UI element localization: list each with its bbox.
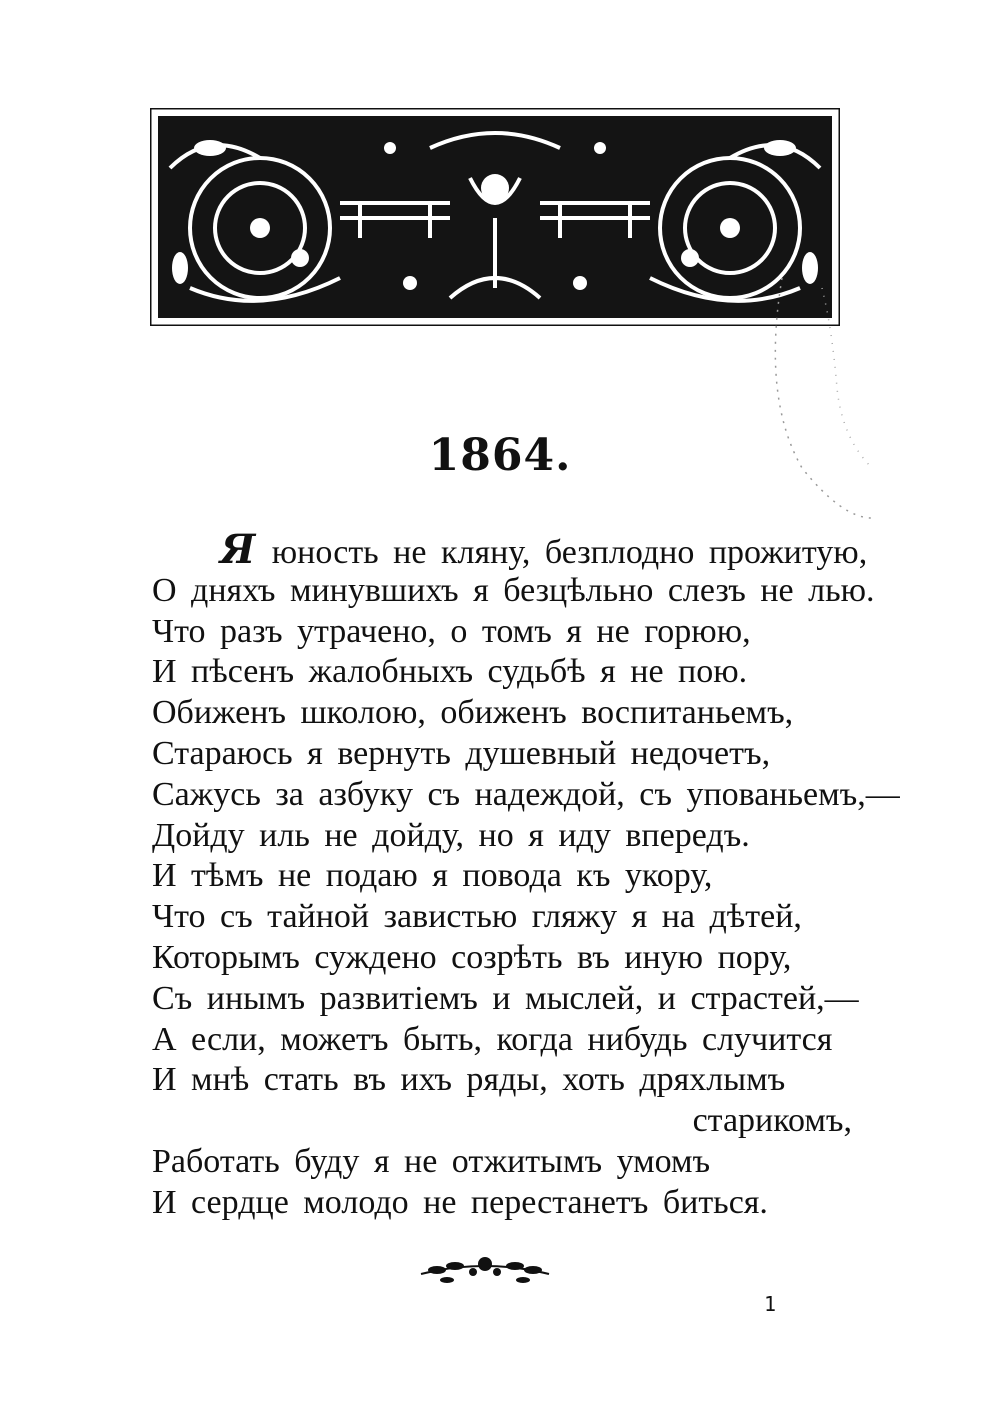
poem-line: Съ инымъ развитіемъ и мыслей, и страстей,— xyxy=(152,979,859,1017)
paper-stain-marks xyxy=(762,268,882,528)
poem-line: Которымъ суждено созрѣть въ иную пору, xyxy=(152,938,792,976)
poem-line: И пѣсенъ жалобныхъ судьбѣ я не пою. xyxy=(152,653,748,691)
poem-line: О дняхъ минувшихъ я безцѣльно слезъ не лью. xyxy=(152,571,875,609)
poem-line-text: юность не кляну, безплодно прожитую, xyxy=(271,534,868,571)
poem-line: Дойду иль не дойду, но я иду впередъ. xyxy=(152,816,750,854)
ornamental-headpiece xyxy=(150,108,840,326)
poem-line: И тѣмъ не подаю я повода къ укору, xyxy=(152,857,713,895)
poem-line: Что съ тайной завистью гляжу я на дѣтей, xyxy=(152,898,802,936)
poem-line-continuation: старикомъ, xyxy=(692,1102,852,1140)
poem xyxy=(152,526,900,1224)
year-heading: 1864. xyxy=(428,430,572,481)
poem-line: Что разъ утрачено, о томъ я не горюю, xyxy=(152,612,751,650)
page-number: 1 xyxy=(764,1292,777,1316)
poem-line: Работать буду я не отжитымъ умомъ xyxy=(152,1142,711,1180)
poem-line: Стараюсь я вернуть душевный недочетъ, xyxy=(152,734,771,772)
poem-line: А если, можетъ быть, когда нибудь случится xyxy=(152,1020,833,1058)
poem-line: Обиженъ школою, обиженъ воспитаньемъ, xyxy=(152,694,794,732)
drop-cap-initial: Я xyxy=(220,526,258,573)
floral-tailpiece xyxy=(417,1252,553,1288)
poem-line xyxy=(152,526,868,573)
poem-line: И сердце молодо не перестанетъ биться. xyxy=(152,1183,768,1221)
poem-line: Сажусь за азбуку съ надеждой, съ упованьемъ,— xyxy=(152,775,900,813)
poem-line: И мнѣ стать въ ихъ ряды, хоть дряхлымъ xyxy=(152,1061,786,1099)
